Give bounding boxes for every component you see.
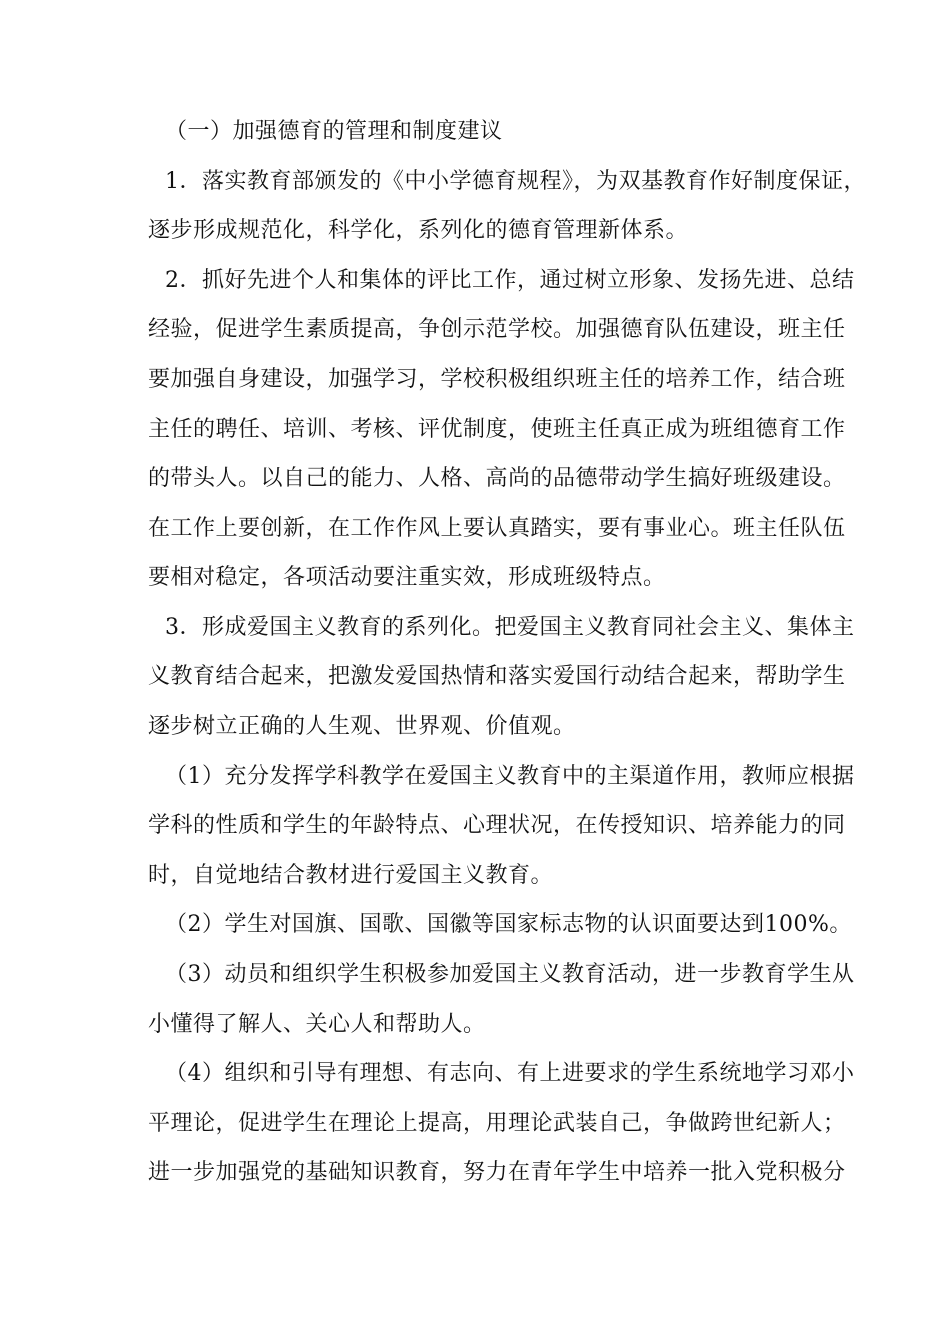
paragraph-line: 2．抓好先进个人和集体的评比工作，通过树立形象、发扬先进、总结 bbox=[165, 268, 855, 293]
paragraph-line: 要相对稳定，各项活动要注重实效，形成班级特点。 bbox=[148, 565, 666, 590]
paragraph-line: 要加强自身建设，加强学习，学校积极组织班主任的培养工作，结合班 bbox=[148, 367, 846, 392]
paragraph-line: 经验，促进学生素质提高，争创示范学校。加强德育队伍建设，班主任 bbox=[148, 317, 846, 342]
paragraph-line: （4）组织和引导有理想、有志向、有上进要求的学生系统地学习邓小 bbox=[165, 1061, 855, 1086]
paragraph-line: （2）学生对国旗、国歌、国徽等国家标志物的认识面要达到100%。 bbox=[165, 912, 852, 937]
paragraph-line: 逐步树立正确的人生观、世界观、价值观。 bbox=[148, 714, 576, 739]
paragraph-line: （3）动员和组织学生积极参加爱国主义教育活动，进一步教育学生从 bbox=[165, 962, 855, 987]
paragraph-line: 平理论，促进学生在理论上提高，用理论武装自己，争做跨世纪新人； bbox=[148, 1111, 846, 1136]
paragraph-line: 小懂得了解人、关心人和帮助人。 bbox=[148, 1012, 486, 1037]
section-heading: （一）加强德育的管理和制度建议 bbox=[165, 119, 503, 144]
paragraph-line: （1）充分发挥学科教学在爱国主义教育中的主渠道作用，教师应根据 bbox=[165, 764, 855, 789]
paragraph-line: 1．落实教育部颁发的《中小学德育规程》，为双基教育作好制度保证， bbox=[165, 169, 866, 194]
paragraph-line: 3．形成爱国主义教育的系列化。把爱国主义教育同社会主义、集体主 bbox=[165, 615, 855, 640]
paragraph-line: 逐步形成规范化，科学化，系列化的德育管理新体系。 bbox=[148, 218, 689, 243]
paragraph-line: 在工作上要创新，在工作作风上要认真踏实，要有事业心。班主任队伍 bbox=[148, 516, 846, 541]
paragraph-line: 时，自觉地结合教材进行爱国主义教育。 bbox=[148, 863, 554, 888]
paragraph-line: 的带头人。以自己的能力、人格、高尚的品德带动学生搞好班级建设。 bbox=[148, 466, 846, 491]
paragraph-line: 学科的性质和学生的年龄特点、心理状况，在传授知识、培养能力的同 bbox=[148, 813, 846, 838]
paragraph-line: 义教育结合起来，把激发爱国热情和落实爱国行动结合起来，帮助学生 bbox=[148, 664, 846, 689]
paragraph-line: 主任的聘任、培训、考核、评优制度，使班主任真正成为班组德育工作 bbox=[148, 417, 846, 442]
paragraph-line: 进一步加强党的基础知识教育，努力在青年学生中培养一批入党积极分 bbox=[148, 1160, 846, 1185]
